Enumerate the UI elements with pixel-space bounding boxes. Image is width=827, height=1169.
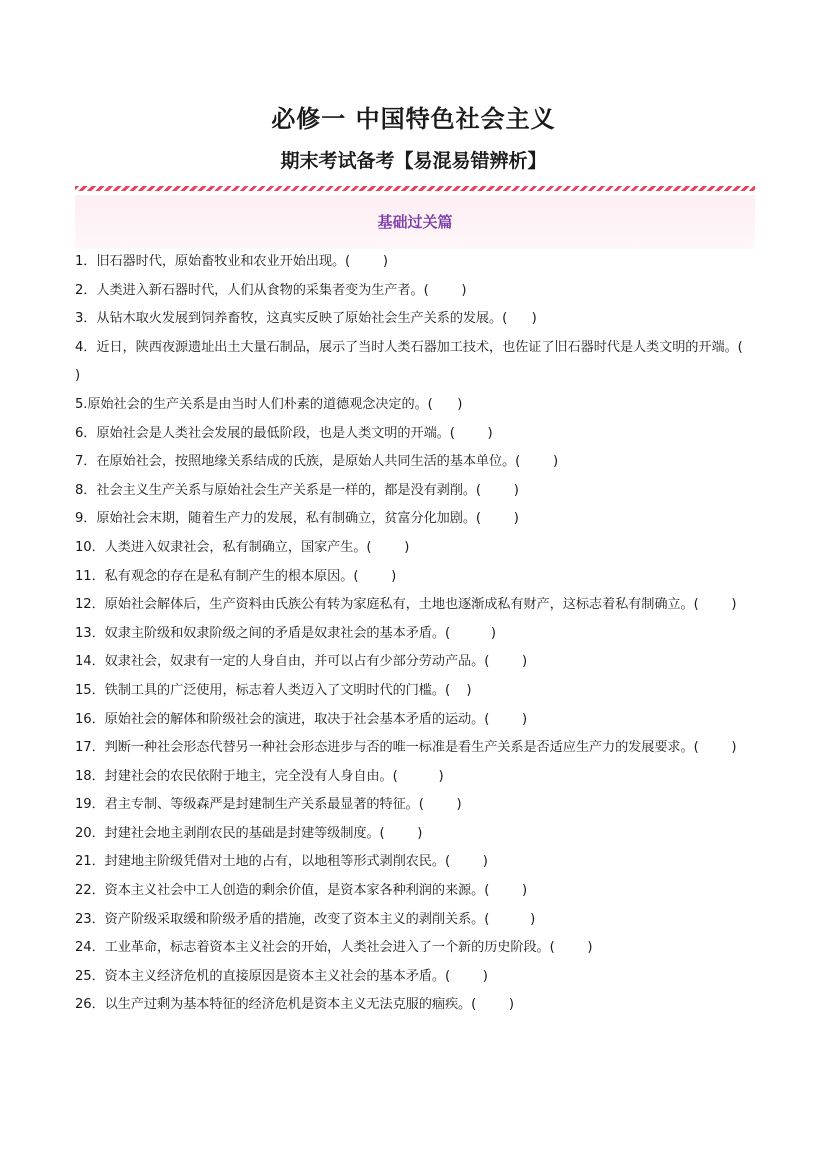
question-item: 23．资产阶级采取缓和阶级矛盾的措施，改变了资本主义的剥削关系。( )	[75, 911, 536, 927]
section-title: 基础过关篇	[377, 213, 453, 231]
question-item: 19．君主专制、等级森严是封建制生产关系最显著的特征。( )	[75, 797, 462, 813]
question-item: 2．人类进入新石器时代，人们从食物的采集者变为生产者。( )	[75, 282, 467, 298]
question-item: 13．奴隶主阶级和奴隶阶级之间的矛盾是奴隶社会的基本矛盾。( )	[75, 625, 496, 641]
section-header	[75, 195, 755, 249]
question-item: 26．以生产过剩为基本特征的经济危机是资本主义无法克服的痼疾。( )	[75, 997, 514, 1013]
question-item: 24．工业革命，标志着资本主义社会的开始，人类社会进入了一个新的历史阶段。( )	[75, 940, 593, 956]
question-item: 21．封建地主阶级凭借对土地的占有，以地租等形式剥削农民。( )	[75, 854, 488, 870]
question-item: 22．资本主义社会中工人创造的剩余价值，是资本家各种利润的来源。( )	[75, 883, 528, 899]
question-item: 6．原始社会是人类社会发展的最低阶段，也是人类文明的开端。( )	[75, 425, 493, 441]
question-item: 7．在原始社会，按照地缘关系结成的氏族，是原始人共同生活的基本单位。( )	[75, 454, 559, 470]
question-item: 15．铁制工具的广泛使用，标志着人类迈入了文明时代的门槛。( )	[75, 682, 472, 698]
question-item: 1．旧石器时代，原始畜牧业和农业开始出现。( )	[75, 254, 388, 269]
decorative-divider	[75, 186, 755, 191]
question-item: 18．封建社会的农民依附于地主，完全没有人身自由。( )	[75, 768, 444, 784]
question-item: 20．封建社会地主剥削农民的基础是封建等级制度。( )	[75, 825, 423, 841]
question-item: 14．奴隶社会，奴隶有一定的人身自由，并可以占有少部分劳动产品。( )	[75, 654, 528, 670]
question-item: 16．原始社会的解体和阶级社会的演进，取决于社会基本矛盾的运动。( )	[75, 711, 528, 727]
question-item: 4．近日，陕西夜源遗址出土大量石制品，展示了当时人类石器加工技术，也佐证了旧石器时代是人类文明的开端。( )	[75, 339, 768, 384]
page-subtitle: 期末考试备考【易混易错辨析】	[280, 150, 547, 172]
question-item: 11．私有观念的存在是私有制产生的根本原因。( )	[75, 568, 397, 584]
question-item: 5.原始社会的生产关系是由当时人们朴素的道德观念决定的。( )	[75, 396, 463, 412]
question-item: 3．从钻木取火发展到饲养畜牧，这真实反映了原始社会生产关系的发展。( )	[75, 311, 537, 327]
question-item: 17．判断一种社会形态代替另一种社会形态进步与否的唯一标准是看生产关系是否适应生产力的发展要求。( )	[75, 740, 737, 756]
question-item: 9．原始社会末期，随着生产力的发展，私有制确立，贫富分化加剧。( )	[75, 511, 519, 527]
question-item: 12．原始社会解体后，生产资料由氏族公有转为家庭私有，土地也逐渐成私有财产，这标志着私有制确立。( )	[75, 597, 737, 613]
question-list	[75, 248, 768, 1020]
page-title: 必修一 中国特色社会主义	[271, 104, 556, 133]
question-item: 25．资本主义经济危机的直接原因是资本主义社会的基本矛盾。( )	[75, 968, 488, 984]
question-item: 10．人类进入奴隶社会，私有制确立，国家产生。( )	[75, 539, 410, 555]
question-item: 8．社会主义生产关系与原始社会生产关系是一样的，都是没有剥削。( )	[75, 482, 519, 498]
